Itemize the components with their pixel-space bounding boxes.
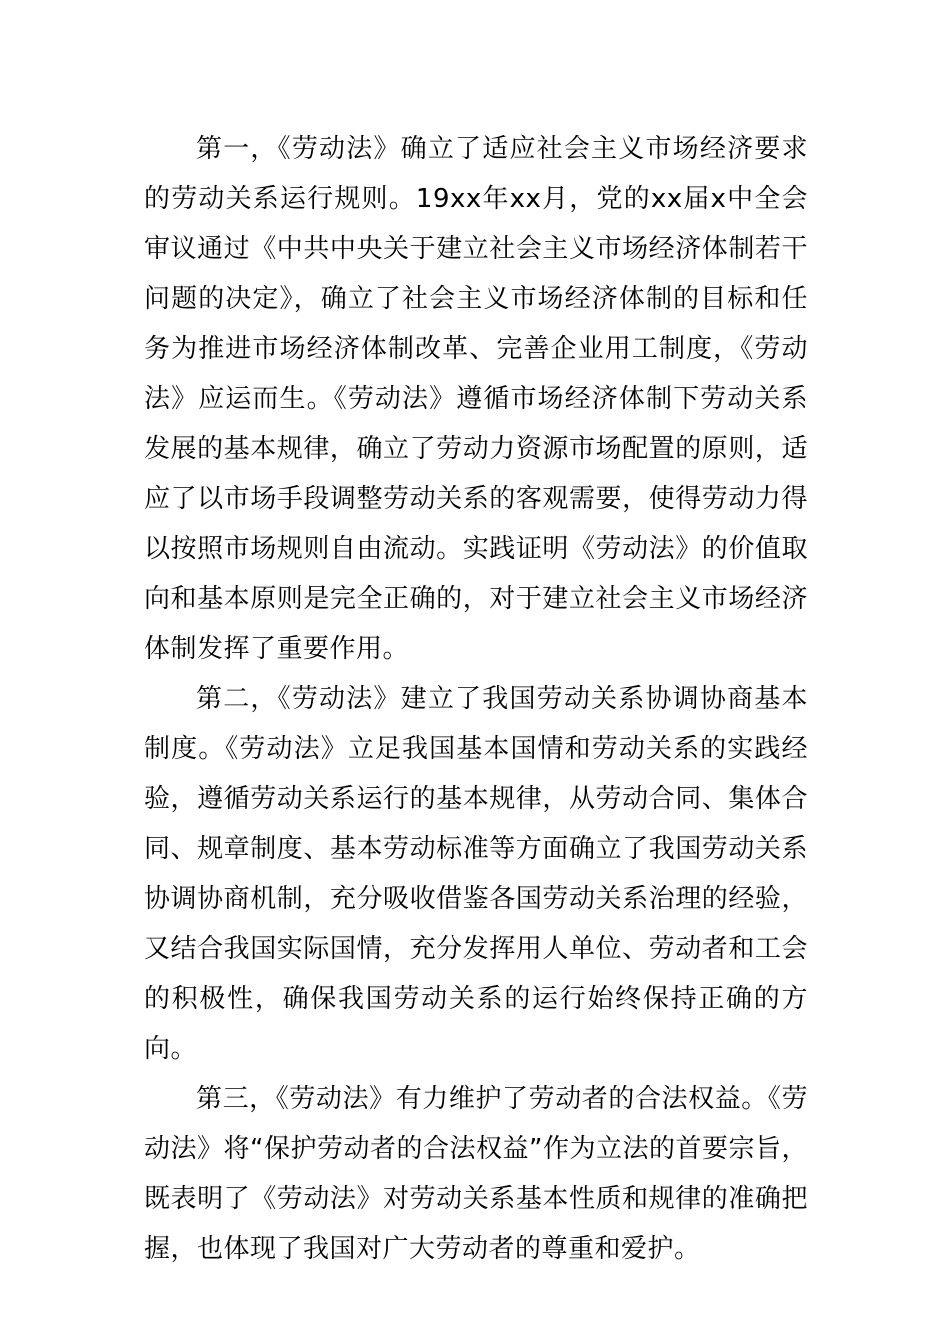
paragraph-first: 第一，《劳动法》确立了适应社会主义市场经济要求的劳动关系运行规则。19xx年xx月，党的xx届x中全会审议通过《中共中央关于建立社会主义市场经济体制若干问题的决定》，确立了社会主义市场经济体制的目标和任务为推进市场经济体制改革、完善企业用工制度，《劳动法》应运而生。《劳动法》遵循市场经济体制下劳动关系发展的基本规律，确立了劳动力资源市场配置的原则，适应了以市场手段调整劳动关系的客观需要，使得劳动力得以按照市场规则自由流动。实践证明《劳动法》的价值取向和基本原则是完全正确的，对于建立社会主义市场经济体制发挥了重要作用。 [144, 134, 808, 664]
document-body [144, 124, 808, 1274]
paragraph-second: 第二，《劳动法》建立了我国劳动关系协调协商基本制度。《劳动法》立足我国基本国情和劳动关系的实践经验，遵循劳动关系运行的基本规律，从劳动合同、集体合同、规章制度、基本劳动标准等方面确立了我国劳动关系协调协商机制，充分吸收借鉴各国劳动关系治理的经验，又结合我国实际国情，充分发挥用人单位、劳动者和工会的积极性，确保我国劳动关系的运行始终保持正确的方向。 [144, 684, 808, 1064]
paragraph-third: 第三，《劳动法》有力维护了劳动者的合法权益。《劳动法》将“保护劳动者的合法权益”作为立法的首要宗旨，既表明了《劳动法》对劳动关系基本性质和规律的准确把握，也体现了我国对广大劳动者的尊重和爱护。 [144, 1084, 808, 1264]
